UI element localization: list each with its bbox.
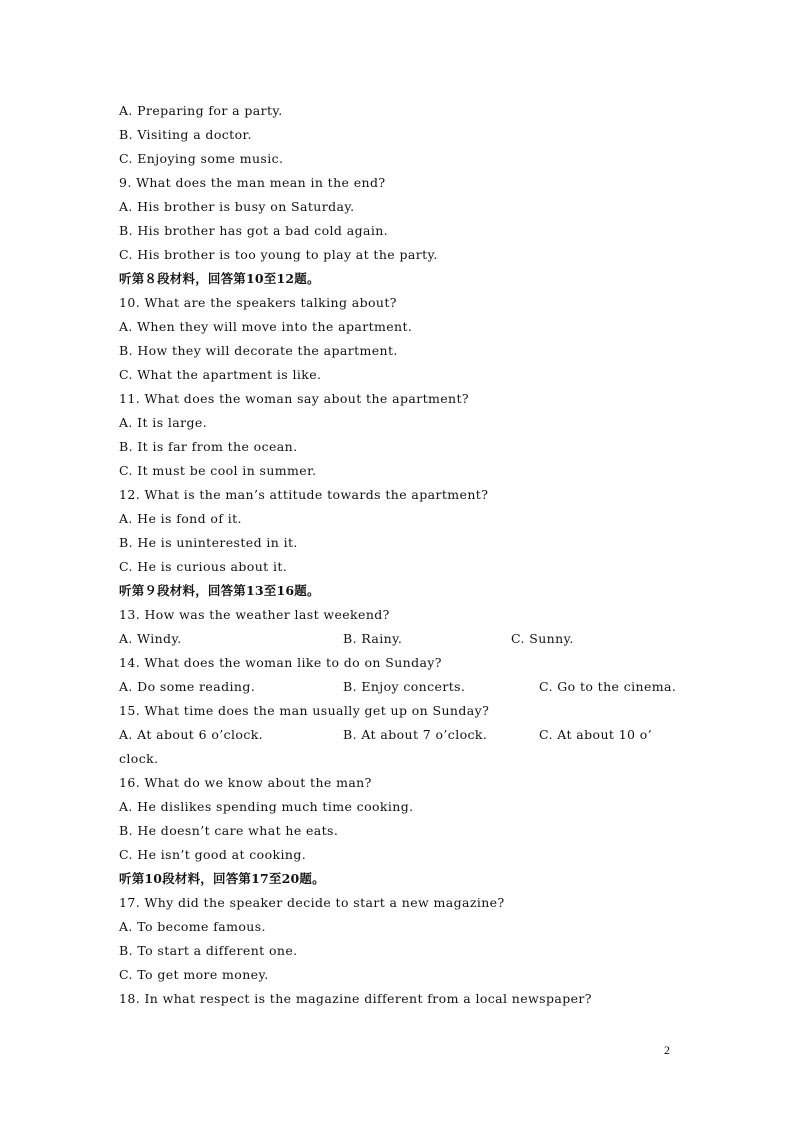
option-a: A. Do some reading. — [119, 679, 256, 694]
option-line: B. How they will decorate the apartment. — [119, 343, 398, 358]
question-line: 13. How was the weather last weekend? — [119, 607, 390, 622]
question-line: 17. Why did the speaker decide to start a new magazine? — [119, 895, 505, 910]
option-line: B. Visiting a doctor. — [119, 127, 252, 142]
question-line: 12. What is the man’s attitude towards the apartment? — [119, 487, 489, 502]
option-line: C. Enjoying some music. — [119, 151, 284, 166]
option-c: C. At about 10 o’ — [539, 727, 653, 742]
option-line: B. His brother has got a bad cold again. — [119, 223, 389, 238]
options-row — [119, 725, 679, 749]
option-a: A. At about 6 o’clock. — [119, 727, 264, 742]
question-line: 10. What are the speakers talking about? — [119, 295, 397, 310]
option-line: A. Preparing for a party. — [119, 103, 283, 118]
option-line: B. It is far from the ocean. — [119, 439, 298, 454]
question-list — [119, 101, 679, 1013]
option-c: C. Go to the cinema. — [539, 679, 677, 694]
question-line: 16. What do we know about the man? — [119, 775, 372, 790]
option-line: A. He is fond of it. — [119, 511, 242, 526]
section-heading: 听第10段材料，回答第17至20题。 — [119, 871, 325, 886]
page-number: 2 — [664, 1043, 670, 1057]
option-line: A. He dislikes spending much time cooking. — [119, 799, 414, 814]
option-line: C. His brother is too young to play at the party. — [119, 247, 438, 262]
option-line: A. When they will move into the apartment. — [119, 319, 413, 334]
options-row — [119, 629, 679, 653]
option-line: A. It is large. — [119, 415, 208, 430]
option-a: A. Windy. — [119, 631, 182, 646]
options-row — [119, 677, 679, 701]
option-line: C. It must be cool in summer. — [119, 463, 317, 478]
option-continuation: clock. — [119, 751, 159, 766]
section-heading: 听第８段材料，回答第10至12题。 — [119, 271, 320, 286]
option-line: A. His brother is busy on Saturday. — [119, 199, 355, 214]
question-line: 14. What does the woman like to do on Sunday? — [119, 655, 442, 670]
option-line: B. He is uninterested in it. — [119, 535, 298, 550]
option-b: B. Rainy. — [343, 631, 403, 646]
option-b: B. At about 7 o’clock. — [343, 727, 488, 742]
option-line: B. To start a different one. — [119, 943, 298, 958]
question-line: 11. What does the woman say about the apartment? — [119, 391, 470, 406]
section-heading: 听第９段材料，回答第13至16题。 — [119, 583, 320, 598]
option-line: C. He is curious about it. — [119, 559, 288, 574]
question-line: 18. In what respect is the magazine different from a local newspaper? — [119, 991, 592, 1006]
option-line: B. He doesn’t care what he eats. — [119, 823, 339, 838]
question-line: 15. What time does the man usually get up on Sunday? — [119, 703, 490, 718]
option-line: C. To get more money. — [119, 967, 269, 982]
option-b: B. Enjoy concerts. — [343, 679, 466, 694]
option-line: A. To become famous. — [119, 919, 266, 934]
question-line: 9. What does the man mean in the end? — [119, 175, 386, 190]
option-line: C. He isn’t good at cooking. — [119, 847, 307, 862]
option-c: C. Sunny. — [511, 631, 574, 646]
option-line: C. What the apartment is like. — [119, 367, 322, 382]
